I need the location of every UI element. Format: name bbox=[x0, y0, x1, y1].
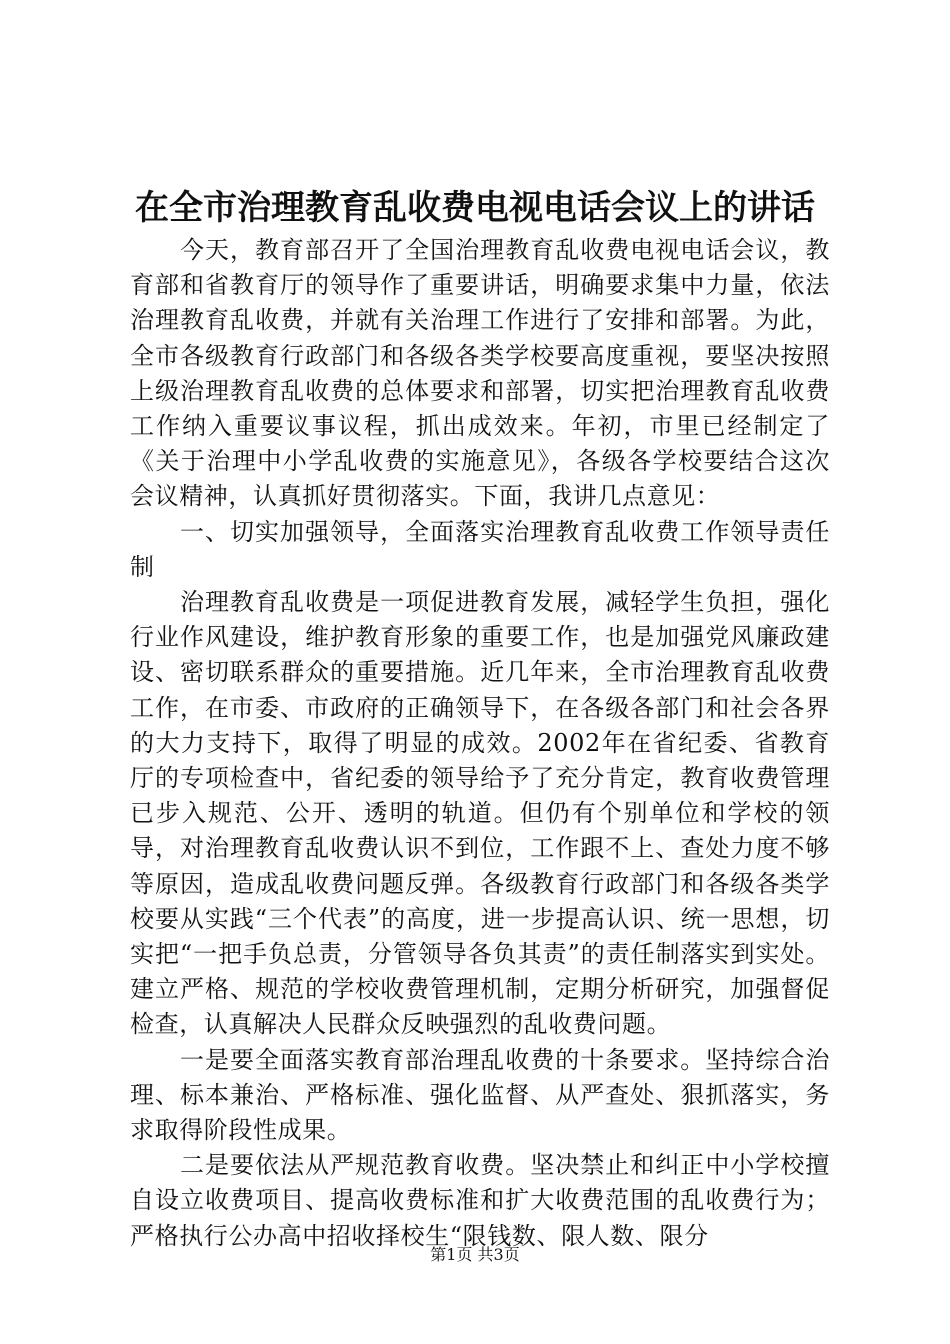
paragraph-intro: 今天，教育部召开了全国治理教育乱收费电视电话会议，教育部和省教育厅的领导作了重要讲话，明确要求集中力量，依法治理教育乱收费，并就有关治理工作进行了安排和部署。为此，全市各级教育行政部门和各级各类学校要高度重视，要坚决按照上级治理教育乱收费的总体要求和部署，切实把治理教育乱收费工作纳入重要议事议程，抓出成效来。年初，市里已经制定了《关于治理中小学乱收费的实施意见》，各级各学校要结合这次会议精神，认真抓好贯彻落实。下面，我讲几点意见： bbox=[130, 236, 830, 511]
paragraph-point-1: 一是要全面落实教育部治理乱收费的十条要求。坚持综合治理、标本兼治、严格标准、强化监督、从严查处、狠抓落实，务求取得阶段性成果。 bbox=[130, 1045, 830, 1145]
paragraph-section-1: 治理教育乱收费是一项促进教育发展，减轻学生负担，强化行业作风建设，维护教育形象的重要工作，也是加强党风廉政建设、密切联系群众的重要措施。近几年来，全市治理教育乱收费工作，在市委、市政府的正确领导下，在各级各部门和社会各界的大力支持下，取得了明显的成效。2002年在省纪委、省教育厅的专项检查中，省纪委的领导给予了充分肯定，教育收费管理已步入规范、公开、透明的轨道。但仍有个别单位和学校的领导，对治理教育乱收费认识不到位，工作跟不上、查处力度不够等原因，造成乱收费问题反弹。各级教育行政部门和各级各类学校要从实践“三个代表”的高度，进一步提高认识、统一思想，切实把“一把手负总责，分管领导各负其责”的责任制落实到实处。建立严格、规范的学校收费管理机制，定期分析研究，加强督促检查，认真解决人民群众反映强烈的乱收费问题。 bbox=[130, 588, 830, 1039]
document-title: 在全市治理教育乱收费电视电话会议上的讲话 bbox=[135, 188, 815, 228]
document-body bbox=[130, 233, 830, 1254]
page-number-footer: 第1页 共3页 bbox=[430, 1245, 520, 1264]
paragraph-point-2: 二是要依法从严规范教育收费。坚决禁止和纠正中小学校擅自设立收费项目、提高收费标准和扩大收费范围的乱收费行为；严格执行公办高中招收择校生“限钱数、限人数、限分 bbox=[130, 1151, 830, 1250]
section-heading-1: 一、切实加强领导，全面落实治理教育乱收费工作领导责任制 bbox=[130, 517, 830, 581]
